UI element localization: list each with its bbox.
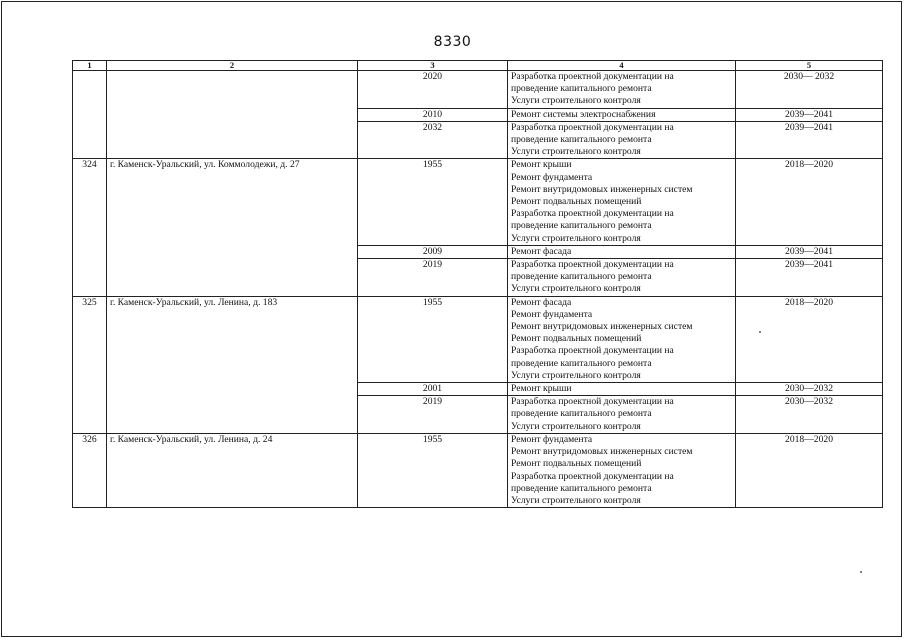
period-cell: 2018—2020 (736, 296, 883, 382)
work-item: Ремонт внутридомовых инженерных систем (511, 183, 693, 195)
works-cell (508, 433, 736, 507)
year-cell: 2010 (358, 108, 508, 121)
year-cell: 1955 (358, 159, 508, 245)
works-cell (508, 159, 736, 245)
period-cell: 2030—2032 (736, 396, 883, 434)
work-item: Услуги строительного контроля (511, 95, 641, 107)
work-item: проведение капитального ремонта (511, 83, 652, 95)
work-item: Услуги строительного контроля (511, 232, 641, 244)
period-cell: 2039—2041 (736, 108, 883, 121)
building-address: г. Каменск-Уральский, ул. Ленина, д. 24 (107, 433, 358, 507)
works-cell (508, 121, 736, 159)
works-cell (508, 245, 736, 258)
year-cell: 1955 (358, 296, 508, 382)
building-address: г. Каменск-Уральский, ул. Ленина, д. 183 (107, 296, 358, 433)
works-cell (508, 296, 736, 382)
work-item: Разработка проектной документации на (511, 208, 674, 220)
work-item: Ремонт фасада (511, 296, 572, 308)
work-item: Ремонт подвальных помещений (511, 196, 642, 208)
work-item: Услуги строительного контроля (511, 283, 641, 295)
work-item: Услуги строительного контроля (511, 420, 641, 432)
work-item: проведение капитального ремонта (511, 482, 652, 494)
period-cell: 2018—2020 (736, 433, 883, 507)
work-item: проведение капитального ремонта (511, 357, 652, 369)
work-item: Услуги строительного контроля (511, 146, 641, 158)
period-cell: 2039—2041 (736, 259, 883, 297)
period-cell: 2018—2020 (736, 159, 883, 245)
period-cell: 2030—2032 (736, 383, 883, 396)
table-row (73, 433, 883, 507)
work-item: Разработка проектной документации на (511, 470, 674, 482)
capital-repair-table (72, 60, 883, 508)
work-item: Разработка проектной документации на (511, 259, 674, 271)
works-cell (508, 259, 736, 297)
work-item: Разработка проектной документации на (511, 345, 674, 357)
work-item: Ремонт системы электроснабжения (511, 108, 656, 120)
row-number: 325 (73, 296, 107, 433)
work-item: Ремонт крыши (511, 159, 572, 171)
year-cell: 2020 (358, 71, 508, 109)
table-header-row (73, 61, 883, 71)
row-number (73, 71, 107, 159)
work-item: Ремонт фундамента (511, 308, 593, 320)
work-item: Ремонт фундамента (511, 433, 593, 445)
year-cell: 2019 (358, 259, 508, 297)
work-item: Ремонт внутридомовых инженерных систем (511, 446, 693, 458)
period-cell: 2030— 2032 (736, 71, 883, 109)
year-cell: 2032 (358, 121, 508, 159)
work-item: проведение капитального ремонта (511, 271, 652, 283)
work-item: Ремонт подвальных помещений (511, 333, 642, 345)
work-item: Разработка проектной документации на (511, 396, 674, 408)
work-item: проведение капитального ремонта (511, 220, 652, 232)
scan-speck (860, 571, 862, 573)
work-item: Разработка проектной документации на (511, 71, 674, 82)
work-item: Услуги строительного контроля (511, 369, 641, 381)
period-cell: 2039—2041 (736, 245, 883, 258)
page-number: 8330 (433, 34, 472, 50)
scan-speck (759, 331, 761, 333)
column-header: 4 (508, 61, 736, 71)
year-cell: 1955 (358, 433, 508, 507)
year-cell: 2009 (358, 245, 508, 258)
work-item: Ремонт крыши (511, 383, 572, 395)
building-address: г. Каменск-Уральский, ул. Коммолодежи, д. 27 (107, 159, 358, 296)
table-body (73, 71, 883, 508)
work-item: Разработка проектной документации на (511, 121, 674, 133)
row-number: 324 (73, 159, 107, 296)
work-item: Ремонт внутридомовых инженерных систем (511, 321, 693, 333)
work-item: Ремонт фундамента (511, 171, 593, 183)
works-cell (508, 71, 736, 109)
table-row (73, 296, 883, 382)
work-item: проведение капитального ремонта (511, 408, 652, 420)
works-cell (508, 396, 736, 434)
column-header: 2 (107, 61, 358, 71)
building-address (107, 71, 358, 159)
works-cell (508, 108, 736, 121)
work-item: проведение капитального ремонта (511, 134, 652, 146)
row-number: 326 (73, 433, 107, 507)
work-item: Услуги строительного контроля (511, 494, 641, 506)
column-header: 5 (736, 61, 883, 71)
column-header: 1 (73, 61, 107, 71)
period-cell: 2039—2041 (736, 121, 883, 159)
works-cell (508, 383, 736, 396)
year-cell: 2019 (358, 396, 508, 434)
work-item: Ремонт подвальных помещений (511, 458, 642, 470)
work-item: Ремонт фасада (511, 245, 572, 257)
year-cell: 2001 (358, 383, 508, 396)
table-row (73, 71, 883, 109)
column-header: 3 (358, 61, 508, 71)
table-row (73, 159, 883, 245)
